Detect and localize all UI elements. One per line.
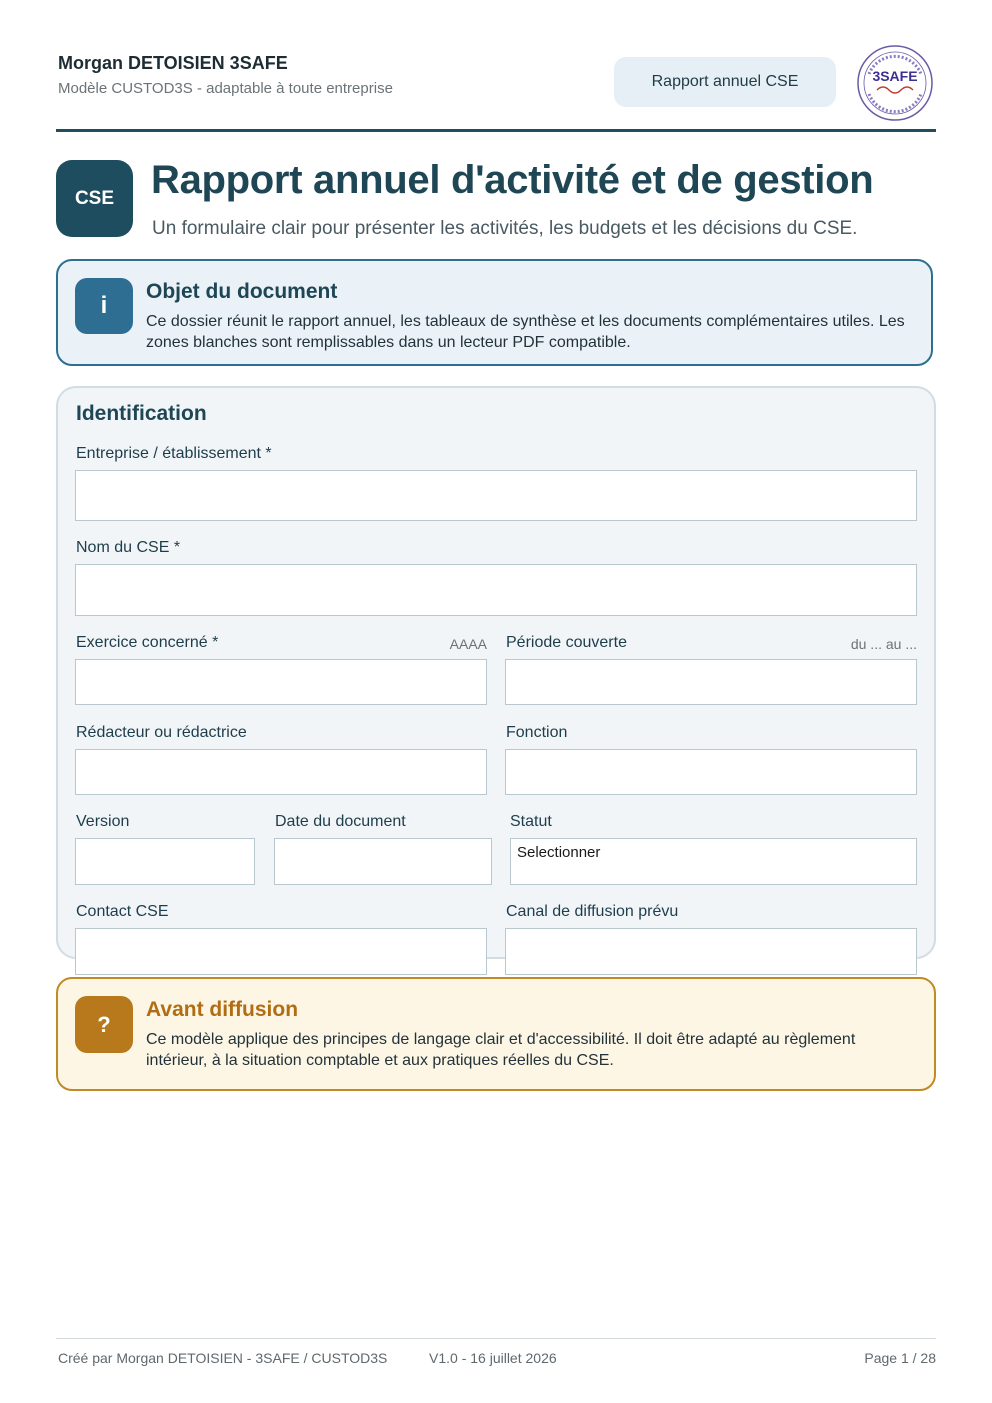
canal-field[interactable]: [505, 928, 917, 975]
author-name: Morgan DETOISIEN 3SAFE: [58, 53, 288, 73]
cse-badge: CSE: [56, 160, 133, 237]
warning-text: Ce modèle applique des principes de langage clair et d'accessibilité. Il doit être adapté au règlement intérieur, à la situation comptable et aux pratiques réelles du CSE.: [146, 1031, 856, 1069]
info-icon: i: [75, 278, 133, 334]
footer-page-number: Page 1 / 28: [864, 1350, 936, 1366]
footer-divider: [56, 1338, 936, 1339]
contact-label: Contact CSE: [76, 903, 169, 920]
periode-label: Période couverte: [506, 634, 627, 651]
footer-version: V1.0 - 16 juillet 2026: [429, 1350, 557, 1366]
identification-title: Identification: [76, 402, 207, 425]
footer-created: Créé par Morgan DETOISIEN - 3SAFE / CUSTOD3S: [58, 1350, 388, 1366]
canal-label: Canal de diffusion prévu: [506, 903, 679, 920]
exercice-hint: AAAA: [449, 636, 487, 652]
info-title: Objet du document: [146, 280, 338, 303]
exercice-label: Exercice concerné *: [76, 634, 219, 651]
fonction-label: Fonction: [506, 724, 568, 741]
page-subtitle: Un formulaire clair pour présenter les activités, les budgets et les décisions du CSE.: [152, 218, 858, 239]
document-type-pill: Rapport annuel CSE: [614, 57, 836, 107]
nom-cse-field[interactable]: [75, 564, 917, 616]
company-stamp-logo: [855, 44, 935, 122]
header-divider: [56, 129, 936, 132]
statut-label: Statut: [510, 813, 552, 830]
fonction-field[interactable]: [505, 749, 917, 795]
redacteur-field[interactable]: [75, 749, 487, 795]
date-field[interactable]: [274, 838, 492, 885]
date-label: Date du document: [275, 813, 406, 830]
statut-select[interactable]: Selectionner: [510, 838, 917, 885]
periode-field[interactable]: [505, 659, 917, 705]
entreprise-field[interactable]: [75, 470, 917, 521]
redacteur-label: Rédacteur ou rédactrice: [76, 724, 247, 741]
contact-field[interactable]: [75, 928, 487, 975]
warning-title: Avant diffusion: [146, 998, 299, 1021]
svg-text:3SAFE: 3SAFE: [872, 68, 918, 84]
version-field[interactable]: [75, 838, 255, 885]
exercice-field[interactable]: [75, 659, 487, 705]
periode-hint: du ... au ...: [850, 636, 917, 652]
model-subtitle: Modèle CUSTOD3S - adaptable à toute entreprise: [58, 80, 393, 97]
question-icon: ?: [75, 996, 133, 1053]
page-title: Rapport annuel d'activité et de gestion: [151, 158, 874, 202]
nom-cse-label: Nom du CSE *: [76, 539, 181, 556]
version-label: Version: [76, 813, 130, 830]
info-text: Ce dossier réunit le rapport annuel, les tableaux de synthèse et les documents complémentaires utiles. Les zones blanches sont remplissables dans un lecteur PDF compatible.: [146, 313, 905, 351]
entreprise-label: Entreprise / établissement *: [76, 445, 272, 462]
